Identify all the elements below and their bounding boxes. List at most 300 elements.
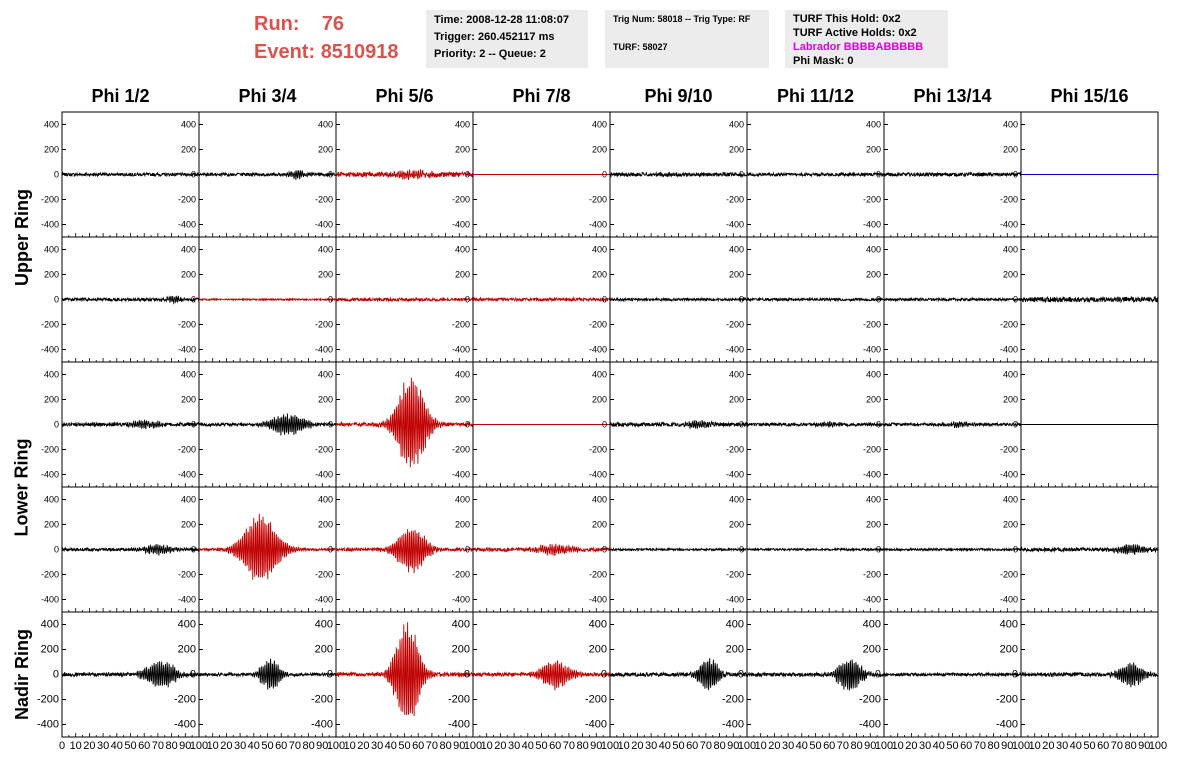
y-tick-label: -400	[725, 344, 744, 355]
x-tick-label: 90	[179, 740, 192, 752]
waveform-trace	[62, 173, 199, 176]
waveform-trace	[610, 298, 747, 300]
y-tick-label: -400	[310, 718, 333, 731]
x-tick-label: 100	[737, 740, 757, 752]
x-tick-label: 90	[727, 740, 740, 752]
y-tick-label: 400	[1002, 119, 1018, 130]
waveform-trace	[884, 673, 1021, 676]
y-tick-label: -200	[858, 693, 881, 706]
y-tick-label: -400	[314, 594, 333, 605]
x-tick-label: 30	[507, 740, 521, 752]
y-tick-label: -400	[177, 469, 196, 480]
y-tick-label: 0	[190, 169, 196, 180]
column-header-phi-13-14: Phi 13/14	[913, 86, 992, 106]
y-tick-label: 400	[725, 618, 744, 631]
turf-text: TURF: 58027	[613, 42, 668, 52]
y-tick-label: 200	[43, 269, 59, 280]
y-tick-label: -400	[451, 219, 470, 230]
y-tick-label: -400	[314, 344, 333, 355]
waveform-trace	[1021, 544, 1158, 555]
y-tick-label: 400	[180, 494, 196, 505]
y-tick-label: 0	[463, 668, 470, 681]
y-tick-label: 0	[53, 169, 59, 180]
waveform-trace	[199, 413, 336, 435]
x-tick-label: 70	[151, 740, 165, 752]
y-tick-label: 0	[464, 169, 470, 180]
y-tick-label: 200	[865, 144, 881, 155]
y-tick-label: -400	[173, 718, 196, 731]
y-tick-label: 0	[464, 294, 470, 305]
column-header-phi-9-10: Phi 9/10	[644, 86, 713, 106]
x-tick-label: 30	[781, 740, 795, 752]
x-tick-label: 100	[1148, 740, 1168, 752]
y-tick-label: 200	[865, 269, 881, 280]
y-tick-label: 0	[464, 419, 470, 430]
y-tick-label: -400	[862, 344, 881, 355]
x-tick-label: 40	[521, 740, 534, 752]
waveform-trace	[336, 529, 473, 573]
y-tick-label: -400	[725, 469, 744, 480]
y-tick-label: 400	[180, 369, 196, 380]
y-tick-label: -200	[588, 319, 607, 330]
y-tick-label: 0	[875, 169, 881, 180]
y-tick-label: 0	[601, 419, 607, 430]
y-tick-label: -200	[177, 194, 196, 205]
y-tick-label: -200	[314, 444, 333, 455]
y-tick-label: 400	[43, 494, 59, 505]
y-tick-label: -400	[588, 344, 607, 355]
x-tick-label: 10	[206, 740, 219, 752]
y-tick-label: -400	[177, 219, 196, 230]
y-tick-label: 400	[1002, 494, 1018, 505]
y-tick-label: 200	[451, 643, 470, 656]
x-tick-label: 50	[261, 740, 274, 752]
x-tick-label: 10	[891, 740, 904, 752]
y-tick-label: 400	[865, 369, 881, 380]
y-tick-label: 200	[454, 394, 470, 405]
y-tick-label: -200	[451, 319, 470, 330]
x-tick-label: 100	[600, 740, 620, 752]
y-tick-label: 0	[601, 169, 607, 180]
column-header-phi-11-12: Phi 11/12	[776, 86, 855, 106]
y-tick-label: 0	[738, 419, 744, 430]
y-tick-label: 200	[591, 394, 607, 405]
y-tick-label: 400	[454, 494, 470, 505]
y-tick-label: 0	[327, 544, 333, 555]
waveform-trace	[610, 420, 747, 429]
y-tick-label: 200	[728, 519, 744, 530]
y-tick-label: 400	[180, 244, 196, 255]
x-tick-label: 70	[1110, 740, 1124, 752]
y-tick-label: -200	[862, 319, 881, 330]
y-tick-label: -200	[310, 693, 333, 706]
y-tick-label: 0	[737, 668, 744, 681]
x-tick-label: 40	[932, 740, 945, 752]
y-tick-label: -400	[999, 469, 1018, 480]
x-tick-label: 20	[905, 740, 918, 752]
y-tick-label: 400	[1002, 369, 1018, 380]
y-tick-label: 400	[40, 618, 59, 631]
y-tick-label: 200	[728, 394, 744, 405]
y-tick-label: -200	[314, 569, 333, 580]
event-label: Event:	[254, 41, 316, 63]
y-tick-label: 200	[865, 394, 881, 405]
y-tick-label: 400	[317, 119, 333, 130]
y-tick-label: 400	[43, 369, 59, 380]
x-tick-label: 70	[288, 740, 302, 752]
x-tick-label: 100	[1011, 740, 1031, 752]
y-tick-label: -400	[451, 344, 470, 355]
x-tick-label: 60	[686, 740, 699, 752]
ring-label-lower: Lower Ring	[11, 438, 32, 536]
y-tick-label: -400	[588, 219, 607, 230]
event-value: 8510918	[320, 41, 399, 63]
ring-label-upper: Upper Ring	[11, 188, 32, 286]
y-tick-label: 200	[591, 519, 607, 530]
y-tick-label: -400	[451, 594, 470, 605]
waveform-trace	[199, 659, 336, 690]
y-tick-label: 400	[317, 494, 333, 505]
x-tick-label: 80	[576, 740, 589, 752]
waveform-trace	[610, 658, 747, 690]
x-tick-label: 50	[1083, 740, 1096, 752]
y-tick-label: 0	[53, 419, 59, 430]
y-tick-label: 200	[454, 144, 470, 155]
y-tick-label: -400	[177, 344, 196, 355]
y-tick-label: 200	[725, 643, 744, 656]
y-tick-label: 200	[728, 269, 744, 280]
x-tick-label: 60	[412, 740, 425, 752]
y-tick-label: 0	[327, 294, 333, 305]
y-tick-label: -200	[36, 693, 59, 706]
x-tick-label: 30	[233, 740, 247, 752]
waveform-trace	[1021, 297, 1158, 302]
y-tick-label: 200	[454, 519, 470, 530]
y-tick-label: 200	[865, 519, 881, 530]
x-tick-label: 60	[1097, 740, 1110, 752]
x-tick-label: 10	[343, 740, 356, 752]
x-tick-label: 30	[918, 740, 932, 752]
y-tick-label: -200	[995, 693, 1018, 706]
y-tick-label: 200	[317, 144, 333, 155]
x-tick-label: 50	[672, 740, 685, 752]
y-tick-label: -200	[588, 194, 607, 205]
y-tick-label: 0	[600, 668, 607, 681]
waveform-trace	[747, 173, 884, 176]
y-tick-label: 200	[40, 643, 59, 656]
y-tick-label: 400	[728, 244, 744, 255]
time-text: Time: 2008-12-28 11:08:07	[434, 14, 569, 26]
waveform-trace	[747, 421, 884, 428]
x-tick-label: 80	[850, 740, 863, 752]
x-tick-label: 30	[1055, 740, 1069, 752]
x-tick-label: 100	[874, 740, 894, 752]
y-tick-label: -400	[862, 219, 881, 230]
run-value: 76	[321, 13, 345, 35]
x-tick-label: 30	[370, 740, 384, 752]
turf-active-text: TURF Active Holds: 0x2	[793, 27, 917, 39]
y-tick-label: -400	[862, 469, 881, 480]
column-header-phi-15-16: Phi 15/16	[1050, 86, 1129, 106]
priority-text: Priority: 2 -- Queue: 2	[434, 48, 546, 60]
y-tick-label: -400	[177, 594, 196, 605]
waveform-trace	[473, 544, 610, 556]
y-tick-label: 400	[454, 244, 470, 255]
y-tick-label: -200	[725, 194, 744, 205]
y-tick-label: -200	[314, 319, 333, 330]
y-tick-label: 0	[738, 294, 744, 305]
x-tick-label: 60	[823, 740, 836, 752]
y-tick-label: 0	[1011, 668, 1018, 681]
y-tick-label: -400	[725, 219, 744, 230]
y-tick-label: -200	[999, 194, 1018, 205]
x-tick-label: 0	[58, 740, 66, 752]
y-tick-label: 200	[43, 394, 59, 405]
x-tick-label: 20	[494, 740, 507, 752]
y-tick-label: -200	[40, 444, 59, 455]
y-tick-label: -200	[451, 194, 470, 205]
waveform-trace	[884, 173, 1021, 176]
y-tick-label: 0	[1012, 169, 1018, 180]
y-tick-label: -400	[858, 718, 881, 731]
x-tick-label: 10	[480, 740, 493, 752]
waveform-trace	[62, 661, 199, 687]
y-tick-label: 400	[728, 494, 744, 505]
y-tick-label: 400	[43, 244, 59, 255]
y-tick-label: 200	[591, 269, 607, 280]
phi-mask-text: Phi Mask: 0	[793, 55, 854, 67]
x-tick-label: 80	[439, 740, 452, 752]
ring-label-nadir: Nadir Ring	[11, 628, 32, 721]
y-tick-label: 200	[1002, 269, 1018, 280]
x-tick-label: 50	[946, 740, 959, 752]
y-tick-label: 0	[738, 544, 744, 555]
labrador-text: Labrador BBBBABBBBB	[793, 41, 924, 53]
y-tick-label: -200	[862, 194, 881, 205]
waveform-trace	[884, 419, 1021, 430]
turf-hold-text: TURF This Hold: 0x2	[793, 13, 901, 25]
y-tick-label: -200	[999, 444, 1018, 455]
y-tick-label: 200	[588, 643, 607, 656]
y-tick-label: -400	[40, 594, 59, 605]
x-tick-label: 60	[549, 740, 562, 752]
y-tick-label: -400	[447, 718, 470, 731]
y-tick-label: -200	[447, 693, 470, 706]
x-tick-label: 90	[864, 740, 877, 752]
y-tick-label: 200	[1002, 144, 1018, 155]
waveform-trace	[747, 298, 884, 300]
y-tick-label: 400	[865, 119, 881, 130]
y-tick-label: 400	[865, 244, 881, 255]
x-tick-label: 30	[96, 740, 110, 752]
waveform-trace	[884, 298, 1021, 300]
waveform-trace	[610, 173, 747, 177]
y-tick-label: 0	[52, 668, 59, 681]
x-tick-label: 80	[1124, 740, 1137, 752]
y-tick-label: -400	[721, 718, 744, 731]
y-tick-label: -400	[36, 718, 59, 731]
y-tick-label: 400	[728, 119, 744, 130]
y-tick-label: -400	[314, 469, 333, 480]
x-tick-label: 90	[590, 740, 603, 752]
y-tick-label: -400	[995, 718, 1018, 731]
x-tick-label: 40	[1069, 740, 1082, 752]
y-tick-label: 0	[190, 294, 196, 305]
y-tick-label: 0	[601, 544, 607, 555]
waveform-trace	[199, 299, 336, 300]
y-tick-label: -400	[862, 594, 881, 605]
y-tick-label: -200	[862, 569, 881, 580]
y-tick-label: 400	[1002, 244, 1018, 255]
y-tick-label: 0	[464, 544, 470, 555]
x-tick-label: 80	[987, 740, 1000, 752]
y-tick-label: 400	[865, 494, 881, 505]
y-tick-label: 0	[738, 169, 744, 180]
waveform-trace	[336, 298, 473, 301]
y-tick-label: 0	[326, 668, 333, 681]
y-tick-label: -400	[588, 594, 607, 605]
y-tick-label: 400	[451, 618, 470, 631]
y-tick-label: 200	[180, 394, 196, 405]
y-tick-label: 0	[1012, 294, 1018, 305]
y-tick-label: -200	[177, 319, 196, 330]
y-tick-label: -200	[40, 194, 59, 205]
x-tick-label: 80	[713, 740, 726, 752]
y-tick-label: 200	[177, 643, 196, 656]
y-tick-label: -200	[721, 693, 744, 706]
column-header-phi-3-4: Phi 3/4	[238, 86, 297, 106]
column-header-phi-5-6: Phi 5/6	[375, 86, 434, 106]
x-tick-label: 40	[247, 740, 260, 752]
y-tick-label: 0	[601, 294, 607, 305]
x-tick-label: 60	[275, 740, 288, 752]
y-tick-label: 0	[875, 419, 881, 430]
x-tick-label: 100	[463, 740, 483, 752]
y-tick-label: 400	[591, 494, 607, 505]
waveform-trace	[747, 549, 884, 551]
x-tick-label: 20	[1042, 740, 1055, 752]
x-tick-label: 20	[768, 740, 781, 752]
y-tick-label: 200	[454, 269, 470, 280]
y-tick-label: 200	[180, 269, 196, 280]
y-tick-label: -200	[177, 444, 196, 455]
waveform-trace	[62, 421, 199, 429]
y-tick-label: 0	[189, 668, 196, 681]
y-tick-label: -200	[584, 693, 607, 706]
x-tick-label: 90	[453, 740, 466, 752]
x-tick-label: 20	[83, 740, 96, 752]
waveform-trace	[336, 169, 473, 180]
y-tick-label: 200	[999, 643, 1018, 656]
y-tick-label: 200	[43, 519, 59, 530]
x-tick-label: 60	[960, 740, 973, 752]
y-tick-label: -400	[40, 344, 59, 355]
y-tick-label: 0	[327, 169, 333, 180]
x-tick-label: 40	[110, 740, 123, 752]
y-tick-label: -200	[725, 319, 744, 330]
y-tick-label: -200	[451, 444, 470, 455]
x-tick-label: 20	[357, 740, 370, 752]
y-tick-label: -400	[725, 594, 744, 605]
column-header-phi-1-2: Phi 1/2	[91, 86, 150, 106]
y-tick-label: 200	[317, 519, 333, 530]
y-tick-label: 0	[1012, 544, 1018, 555]
x-tick-label: 70	[425, 740, 439, 752]
x-tick-label: 80	[165, 740, 178, 752]
y-tick-label: -200	[40, 319, 59, 330]
x-tick-label: 80	[302, 740, 315, 752]
x-tick-label: 70	[699, 740, 713, 752]
y-tick-label: 0	[874, 668, 881, 681]
y-tick-label: -200	[177, 569, 196, 580]
y-tick-label: -400	[999, 219, 1018, 230]
y-tick-label: 400	[314, 618, 333, 631]
y-tick-label: 0	[875, 544, 881, 555]
x-tick-label: 90	[1138, 740, 1151, 752]
x-tick-label: 70	[562, 740, 576, 752]
y-tick-label: 400	[588, 618, 607, 631]
y-tick-label: -400	[999, 344, 1018, 355]
y-tick-label: 400	[728, 369, 744, 380]
y-tick-label: 400	[591, 244, 607, 255]
y-tick-label: 0	[53, 294, 59, 305]
y-tick-label: 400	[591, 369, 607, 380]
trig-num-text: Trig Num: 58018 -- Trig Type: RF	[613, 14, 751, 24]
y-tick-label: 400	[999, 618, 1018, 631]
y-tick-label: -400	[584, 718, 607, 731]
waveform-trace	[62, 296, 199, 304]
y-tick-label: 200	[180, 519, 196, 530]
x-tick-label: 40	[658, 740, 671, 752]
y-tick-label: 0	[1012, 419, 1018, 430]
y-tick-label: -200	[999, 319, 1018, 330]
x-tick-label: 30	[644, 740, 658, 752]
waveform-trace	[747, 660, 884, 691]
x-tick-label: 50	[398, 740, 411, 752]
x-tick-label: 50	[809, 740, 822, 752]
waveform-trace	[473, 660, 610, 690]
y-tick-label: 400	[180, 119, 196, 130]
waveform-trace	[884, 549, 1021, 551]
y-tick-label: 0	[190, 544, 196, 555]
x-tick-label: 10	[754, 740, 767, 752]
x-tick-label: 20	[220, 740, 233, 752]
waveform-trace	[199, 170, 336, 180]
y-tick-label: 400	[454, 119, 470, 130]
x-tick-label: 40	[384, 740, 397, 752]
y-tick-label: 400	[862, 618, 881, 631]
x-tick-label: 70	[836, 740, 850, 752]
x-tick-label: 10	[69, 740, 82, 752]
y-tick-label: -400	[999, 594, 1018, 605]
y-tick-label: 400	[177, 618, 196, 631]
waveform-trace	[1021, 663, 1158, 688]
x-tick-label: 50	[124, 740, 137, 752]
x-tick-label: 100	[326, 740, 346, 752]
x-tick-label: 10	[1028, 740, 1041, 752]
y-tick-label: -200	[862, 444, 881, 455]
y-tick-label: 0	[875, 294, 881, 305]
y-tick-label: -200	[588, 444, 607, 455]
y-tick-label: -400	[314, 219, 333, 230]
y-tick-label: -400	[40, 219, 59, 230]
waveform-trace	[610, 549, 747, 551]
y-tick-label: -200	[40, 569, 59, 580]
y-tick-label: -200	[314, 194, 333, 205]
x-tick-label: 20	[631, 740, 644, 752]
y-tick-label: -200	[173, 693, 196, 706]
y-tick-label: 200	[317, 394, 333, 405]
